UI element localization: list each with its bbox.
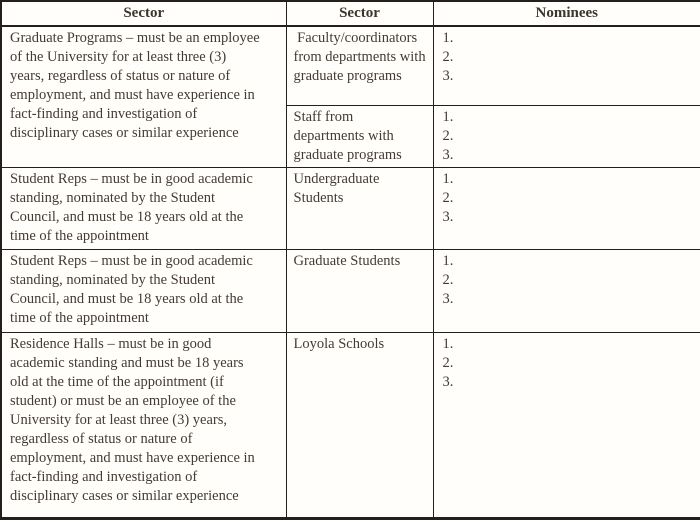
sector-name-cell-undergraduate-students: Undergraduate Students bbox=[286, 167, 433, 249]
column-header-sector: Sector bbox=[286, 1, 433, 26]
table-row-faculty-coordinators bbox=[1, 26, 700, 105]
header-row bbox=[1, 1, 700, 26]
nominee-line: 2. bbox=[442, 127, 454, 144]
nominee-line: 2. bbox=[442, 355, 454, 372]
nominee-line: 1. bbox=[442, 30, 454, 46]
sector-requirements-cell-student-reps-undergrad: Student Reps – must be in good academic standing, nominated by the Student Council, and must be 18 years old at the time of the appointment bbox=[1, 167, 286, 249]
nominee-line: 2. bbox=[442, 189, 454, 206]
nominees-cell bbox=[433, 26, 700, 105]
nominee-line: 3. bbox=[442, 146, 454, 163]
nominee-line: 1. bbox=[442, 336, 454, 353]
sector-requirements-cell-student-reps-graduate: Student Reps – must be in good academic standing, nominated by the Student Council, and must be 18 years old at the time of the appointment bbox=[1, 250, 286, 333]
nominee-line: 1. bbox=[442, 253, 454, 270]
nominee-line: 3. bbox=[442, 374, 454, 391]
nominee-line: 2. bbox=[442, 272, 454, 289]
column-header-nominees: Nominees bbox=[433, 1, 700, 26]
nominee-line: 1. bbox=[442, 170, 454, 187]
sector-name-cell-graduate-students: Graduate Students bbox=[286, 250, 433, 333]
nominees-cell bbox=[433, 250, 700, 333]
table-row-loyola-schools bbox=[1, 333, 700, 519]
nominee-line: 3. bbox=[442, 291, 454, 308]
nominee-line: 3. bbox=[442, 68, 454, 84]
nominee-line: 1. bbox=[442, 108, 454, 125]
table-row-undergraduate-students bbox=[1, 167, 700, 249]
sector-name-cell-faculty-coordinators: Faculty/coordinators from departments with graduate programs bbox=[286, 26, 433, 105]
sector-requirements-cell-graduate-programs: Graduate Programs – must be an employee of the University for at least three (3) years, regardless of status or nature of employment, and must have experience in fact-finding and investigation of disciplinary cases or similar experience bbox=[1, 26, 286, 167]
column-header-sector-requirements: Sector bbox=[1, 1, 286, 26]
table-row-graduate-students bbox=[1, 250, 700, 333]
nominees-cell bbox=[433, 333, 700, 519]
sector-name-cell-loyola-schools: Loyola Schools bbox=[286, 333, 433, 519]
nominee-line: 2. bbox=[442, 49, 454, 65]
nominees-cell bbox=[433, 167, 700, 249]
sector-name-cell-staff: Staff from departments with graduate programs bbox=[286, 105, 433, 167]
sector-requirements-cell-residence-halls: Residence Halls – must be in good academic standing and must be 18 years old at the time of the appointment (if student) or must be an employee of the University for at least three (3) years, regardless of status or nature of employment, and must have experience in fact-finding and investigation of disciplinary cases or similar experience bbox=[1, 333, 286, 519]
nominee-line: 3. bbox=[442, 208, 454, 225]
nominees-cell bbox=[433, 105, 700, 167]
